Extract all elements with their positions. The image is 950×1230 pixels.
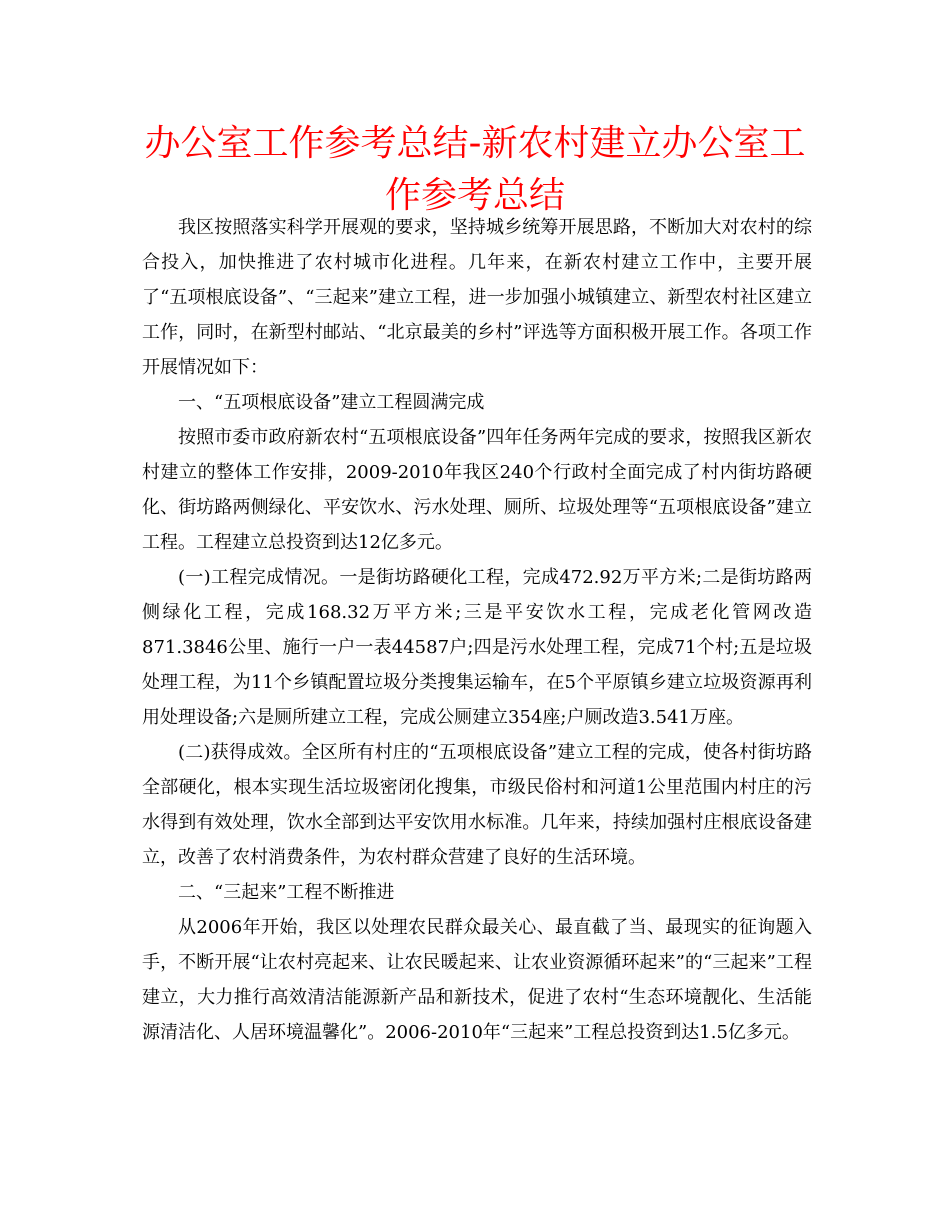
paragraph-section-2: 从2006年开始，我区以处理农民群众最关心、最直截了当、最现实的征询题入手，不断开展“让农村亮起来、让农民暖起来、让农业资源循环起来”的“三起来”工程建立，大力推行高效清洁能源新产品和新技术，促进了农村“生态环境靓化、生活能源清洁化、人居环境温馨化”。2006-2010年“三起来”工程总投资到达1.5亿多元。: [142, 917, 812, 1043]
paragraph-results: (二)获得成效。全区所有村庄的“五项根底设备”建立工程的完成，使各村街坊路全部硬化，根本实现生活垃圾密闭化搜集，市级民俗村和河道1公里范围内村庄的污水得到有效处理，饮水全部到达平安饮用水标准。几年来，持续加强村庄根底设备建立，改善了农村消费条件，为农村群众营建了良好的生活环境。: [142, 742, 812, 868]
paragraph-completion: (一)工程完成情况。一是街坊路硬化工程，完成472.92万平方米;二是街坊路两侧绿化工程，完成168.32万平方米;三是平安饮水工程，完成老化管网改造871.3846公里、施行一户一表44587户;四是污水处理工程，完成71个村;五是垃圾处理工程，为11个乡镇配置垃圾分类搜集运输车，在5个平原镇乡建立垃圾资源再利用处理设备;六是厕所建立工程，完成公厕建立354座;户厕改造3.541万座。: [142, 567, 812, 728]
paragraph-section-1: 按照市委市政府新农村“五项根底设备”四年任务两年完成的要求，按照我区新农村建立的整体工作安排，2009-2010年我区240个行政村全面完成了村内街坊路硬化、街坊路两侧绿化、平安饮水、污水处理、厕所、垃圾处理等“五项根底设备”建立工程。工程建立总投资到达12亿多元。: [142, 427, 812, 553]
section-heading-2: 二、“三起来”工程不断推进: [178, 882, 395, 903]
document-title: 办公室工作参考总结-新农村建立办公室工作参考总结: [144, 123, 806, 216]
paragraph-intro: 我区按照落实科学开展观的要求，坚持城乡统筹开展思路，不断加大对农村的综合投入，加快推进了农村城市化进程。几年来，在新农村建立工作中，主要开展了“五项根底设备”、“三起来”建立工程，进一步加强小城镇建立、新型农村社区建立工作，同时，在新型村邮站、“北京最美的乡村”评选等方面积极开展工作。各项工作开展情况如下：: [142, 217, 812, 378]
document-body: [142, 210, 812, 1050]
section-heading-1: 一、“五项根底设备”建立工程圆满完成: [178, 392, 485, 413]
